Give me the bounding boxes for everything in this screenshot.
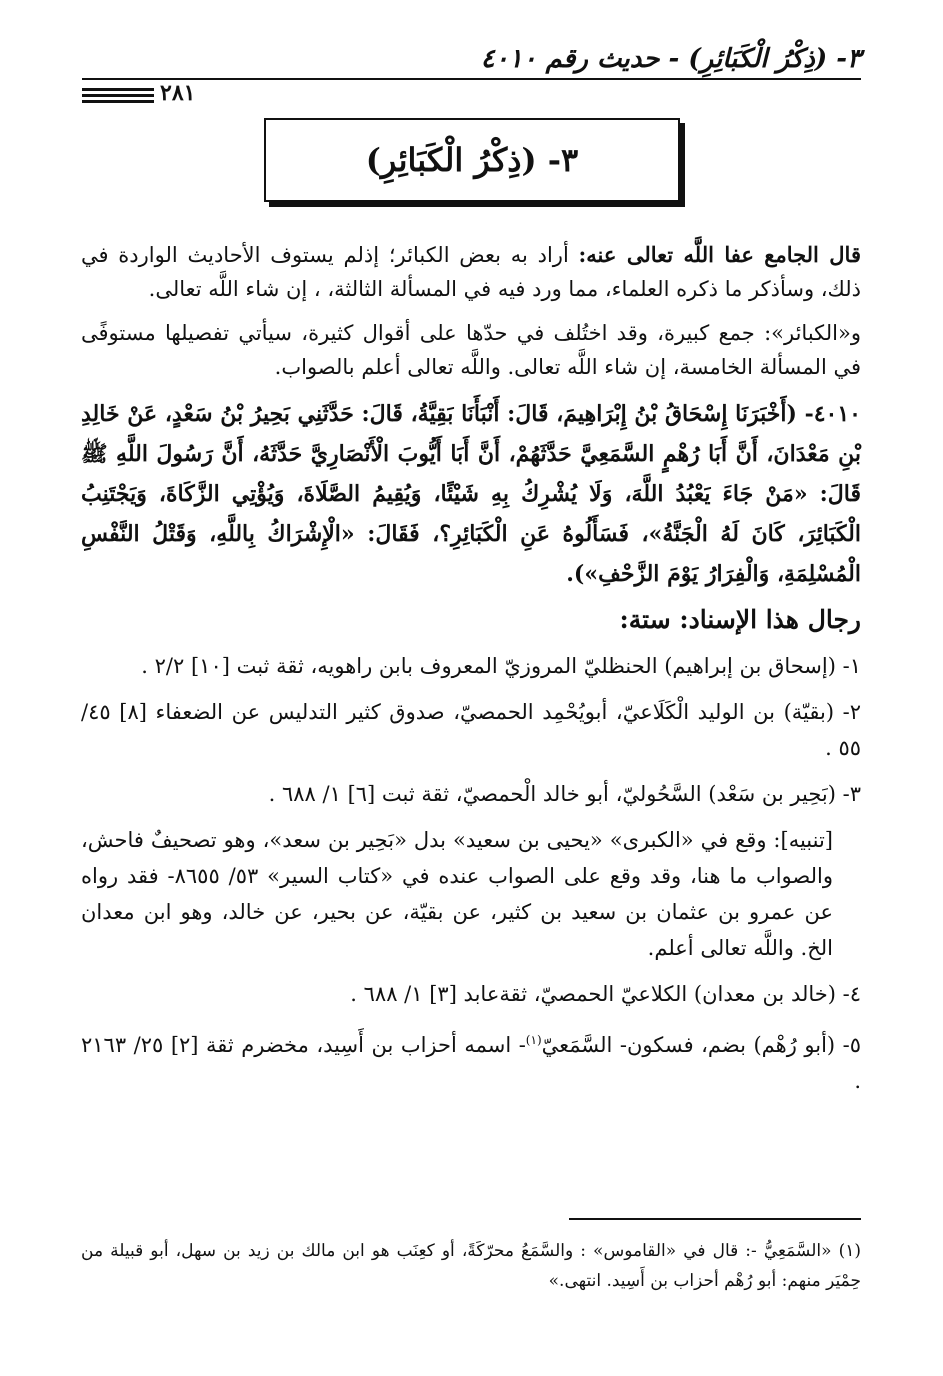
narrator-item-5-start: ٥- (أبو رُهْم) بضم، فسكون- السَّمَعيّ (541, 1033, 861, 1057)
tanbih-note: [تنبيه]: وقع في «الكبرى» «يحيى بن سعيد» بدل «بَحِير بن سعد»، وهو تصحيفٌ فاحش، والصواب ما هنا، وقد وقع على الصواب عنده في «كتاب السير» ٥٣/ ٨٦٥٥- فقد رواه عن عمرو بن عثمان بن سعيد بن كثير، عن بقيّة، عن بحير، عن خالد، وهو ابن معدان الخ. واللَّه تعالى أعلم. (81, 828, 833, 960)
narrator-item-4: ٤- (خالد بن معدان) الكلاعيّ الحمصيّ، ثقةعابد [٣] ١/ ٦٨٨ . (350, 982, 861, 1006)
footnote-rule (569, 1218, 861, 1220)
narrator-item-3: ٣- (بَحِير بن سَعْد) السَّحُوليّ، أبو خالد الْحمصيّ، ثقة ثبت [٦] ١/ ٦٨٨ . (268, 782, 861, 806)
kabair-definition-paragraph: و«الكبائر»: جمع كبيرة، وقد اختُلف في حدّها على أقوال كثيرة، سيأتي تفصيلها مستوفًى في المسألة الخامسة، إن شاء اللَّه تعالى. واللَّه تعالى أعلم بالصواب. (81, 321, 861, 379)
main-content (81, 238, 861, 1109)
rijal-heading: رجال هذا الإسناد: ستة: (619, 605, 861, 634)
page-number-rule-top (82, 88, 154, 91)
narrator-item-5-end: - اسمه أحزاب بن أَسِيد، مخضرم ثقة [٢] ٢٥/ ٢١٦٣ . (81, 1033, 861, 1093)
chapter-title-box (264, 118, 680, 202)
footnote-marker: (١) (525, 1033, 542, 1047)
page-number-rule-middle (82, 94, 154, 97)
footnote-text: (١) «السَّمَعِيُّ -: قال في «القاموس» : والسَّمَعُ محرّكَةً، أو كعِنَب هو ابن مالك بن زيد بن سهل، أبو قبيلة من حِمْيَر منهم: أبو رُهْم أحزاب بن أَسِيد. انتهى.» (81, 1241, 861, 1291)
hadith-text: ٤٠١٠- (أَخْبَرَنَا إِسْحَاقُ بْنُ إِبْرَاهِيمَ، قَالَ: أَنْبَأَنَا بَقِيَّةُ، قَالَ: حَدَّثَنِي بَحِيرُ بْنُ سَعْدٍ، عَنْ خَالِدِ بْنِ مَعْدَانَ، أَنَّ أَبَا رُهْمٍ السَّمَعِيَّ حَدَّثَهُمْ، أَنَّ أَبَا أَيُّوبَ الْأَنْصَارِيَّ حَدَّثَهُ، أَنَّ رَسُولَ اللَّهِ ﷺ قَالَ: «مَنْ جَاءَ يَعْبُدُ اللَّهَ، وَلَا يُشْرِكُ بِهِ شَيْئًا، وَيُقِيمُ الصَّلَاةَ، وَيُؤْتِي الزَّكَاةَ، وَيَجْتَنِبُ الْكَبَائِرَ، كَانَ لَهُ الْجَنَّةُ»، فَسَأَلُوهُ عَنِ الْكَبَائِرِ؟، فَقَالَ: «الْإِشْرَاكُ بِاللَّهِ، وَقَتْلُ النَّفْسِ الْمُسْلِمَةِ، وَالْفِرَارُ يَوْمَ الزَّحْفِ»). (81, 401, 861, 587)
running-header-title: ٣- (ذِكْرُ الْكَبَائِرِ) - حديث رقم ٤٠١٠ (480, 44, 861, 74)
intro-paragraph (81, 238, 861, 306)
narrator-item-2: ٢- (بقيّة) بن الوليد الْكَلَاعيّ، أبويُحْمِد الحمصيّ، صدوق كثير التدليس عن الضعفاء [٨] ٤٥/ ٥٥ . (81, 700, 861, 760)
narrator-item-1: ١- (إسحاق بن إبراهيم) الحنظليّ المروزيّ المعروف بابن راهويه، ثقة ثبت [١٠] ٢/٢ . (141, 654, 861, 678)
header-rule (82, 78, 861, 80)
intro-lead: قال الجامع عفا اللَّه تعالى عنه: (578, 242, 861, 267)
page-number-rule-bottom (82, 100, 154, 103)
intro-text: أراد به بعض الكبائر؛ إذلم يستوف الأحاديث الواردة في ذلك، وسأذكر ما ذكره العلماء، مما ورد فيه في المسألة الثالثة، ، إن شاء اللَّه تعالى. (81, 243, 861, 301)
chapter-title: ٣- (ذِكْرُ الْكَبَائِرِ) (365, 141, 579, 179)
narrator-item-5 (81, 1022, 861, 1099)
page-number: ٢٨١ (160, 80, 196, 106)
